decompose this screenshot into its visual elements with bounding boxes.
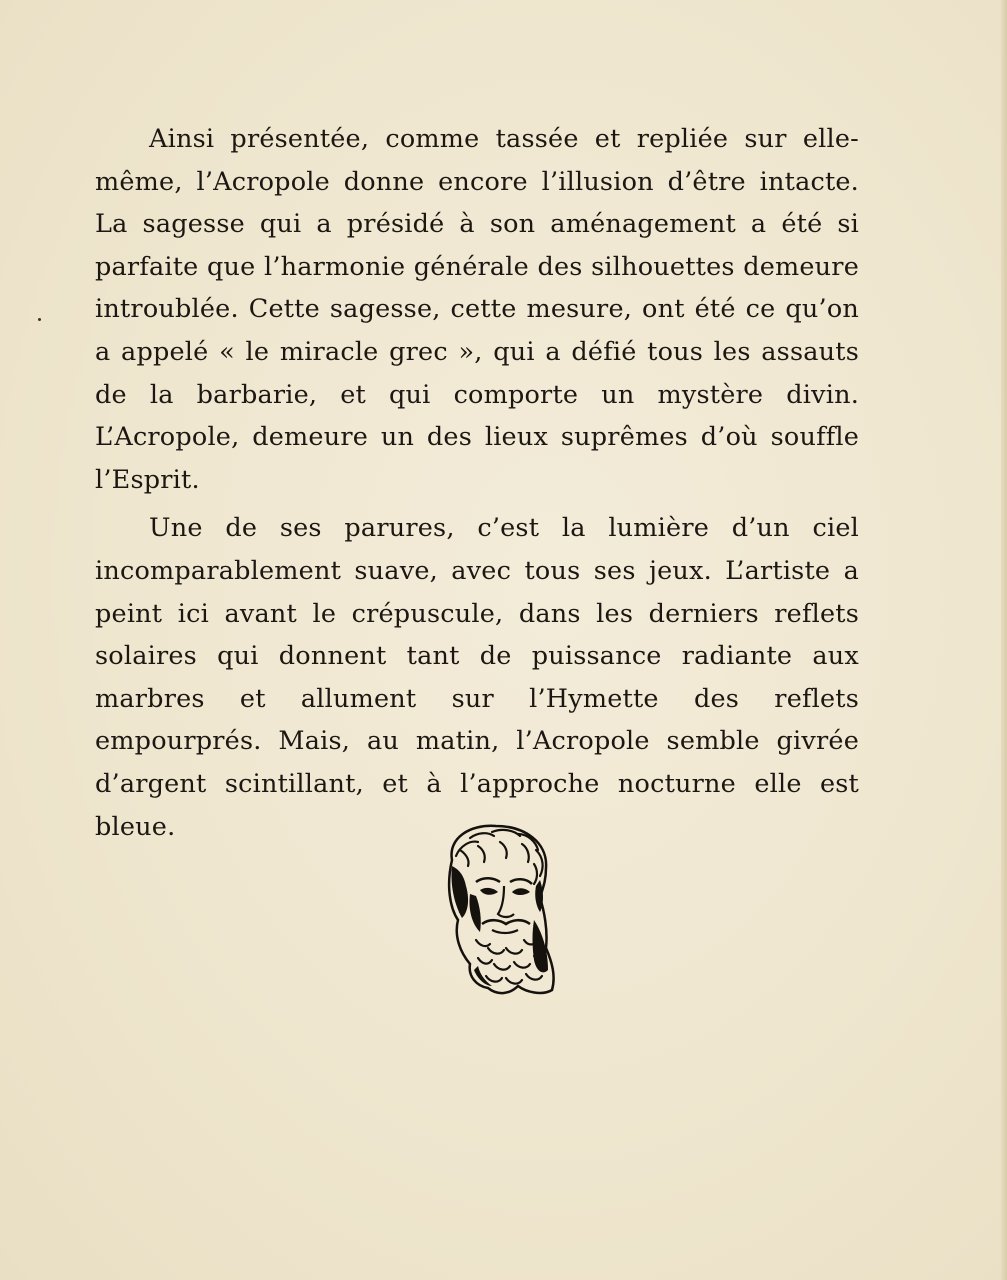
- paragraph-1: Ainsi présentée, comme tassée et repliée sur elle-même, l’Acropole donne encore l’illusion d’être intacte. La sagesse qui a présidé à son aménagement a été si parfaite que l’harmonie générale des silhouettes demeure introublée. Cette sagesse, cette mesure, ont été ce qu’on a appelé « le miracle grec », qui a défié tous les assauts de la barbarie, et qui comporte un mystère divin. L’Acropole, demeure un des lieux suprêmes d’où souffle l’Esprit.: [95, 124, 859, 495]
- print-speck: [38, 318, 41, 321]
- bearded-greek-head-icon: [430, 820, 562, 1000]
- page-edge: [1001, 0, 1007, 1280]
- body-text: [95, 118, 859, 848]
- paragraph-2: Une de ses parures, c’est la lumière d’un ciel incomparablement suave, avec tous ses jeux. L’artiste a peint ici avant le crépuscule, dans les derniers reflets solaires qui donnent tant de puissance radiante aux marbres et allument sur l’Hymette des reflets empourprés. Mais, au matin, l’Acropole semble givrée d’argent scintillant, et à l’approche nocturne elle est bleue.: [95, 513, 859, 842]
